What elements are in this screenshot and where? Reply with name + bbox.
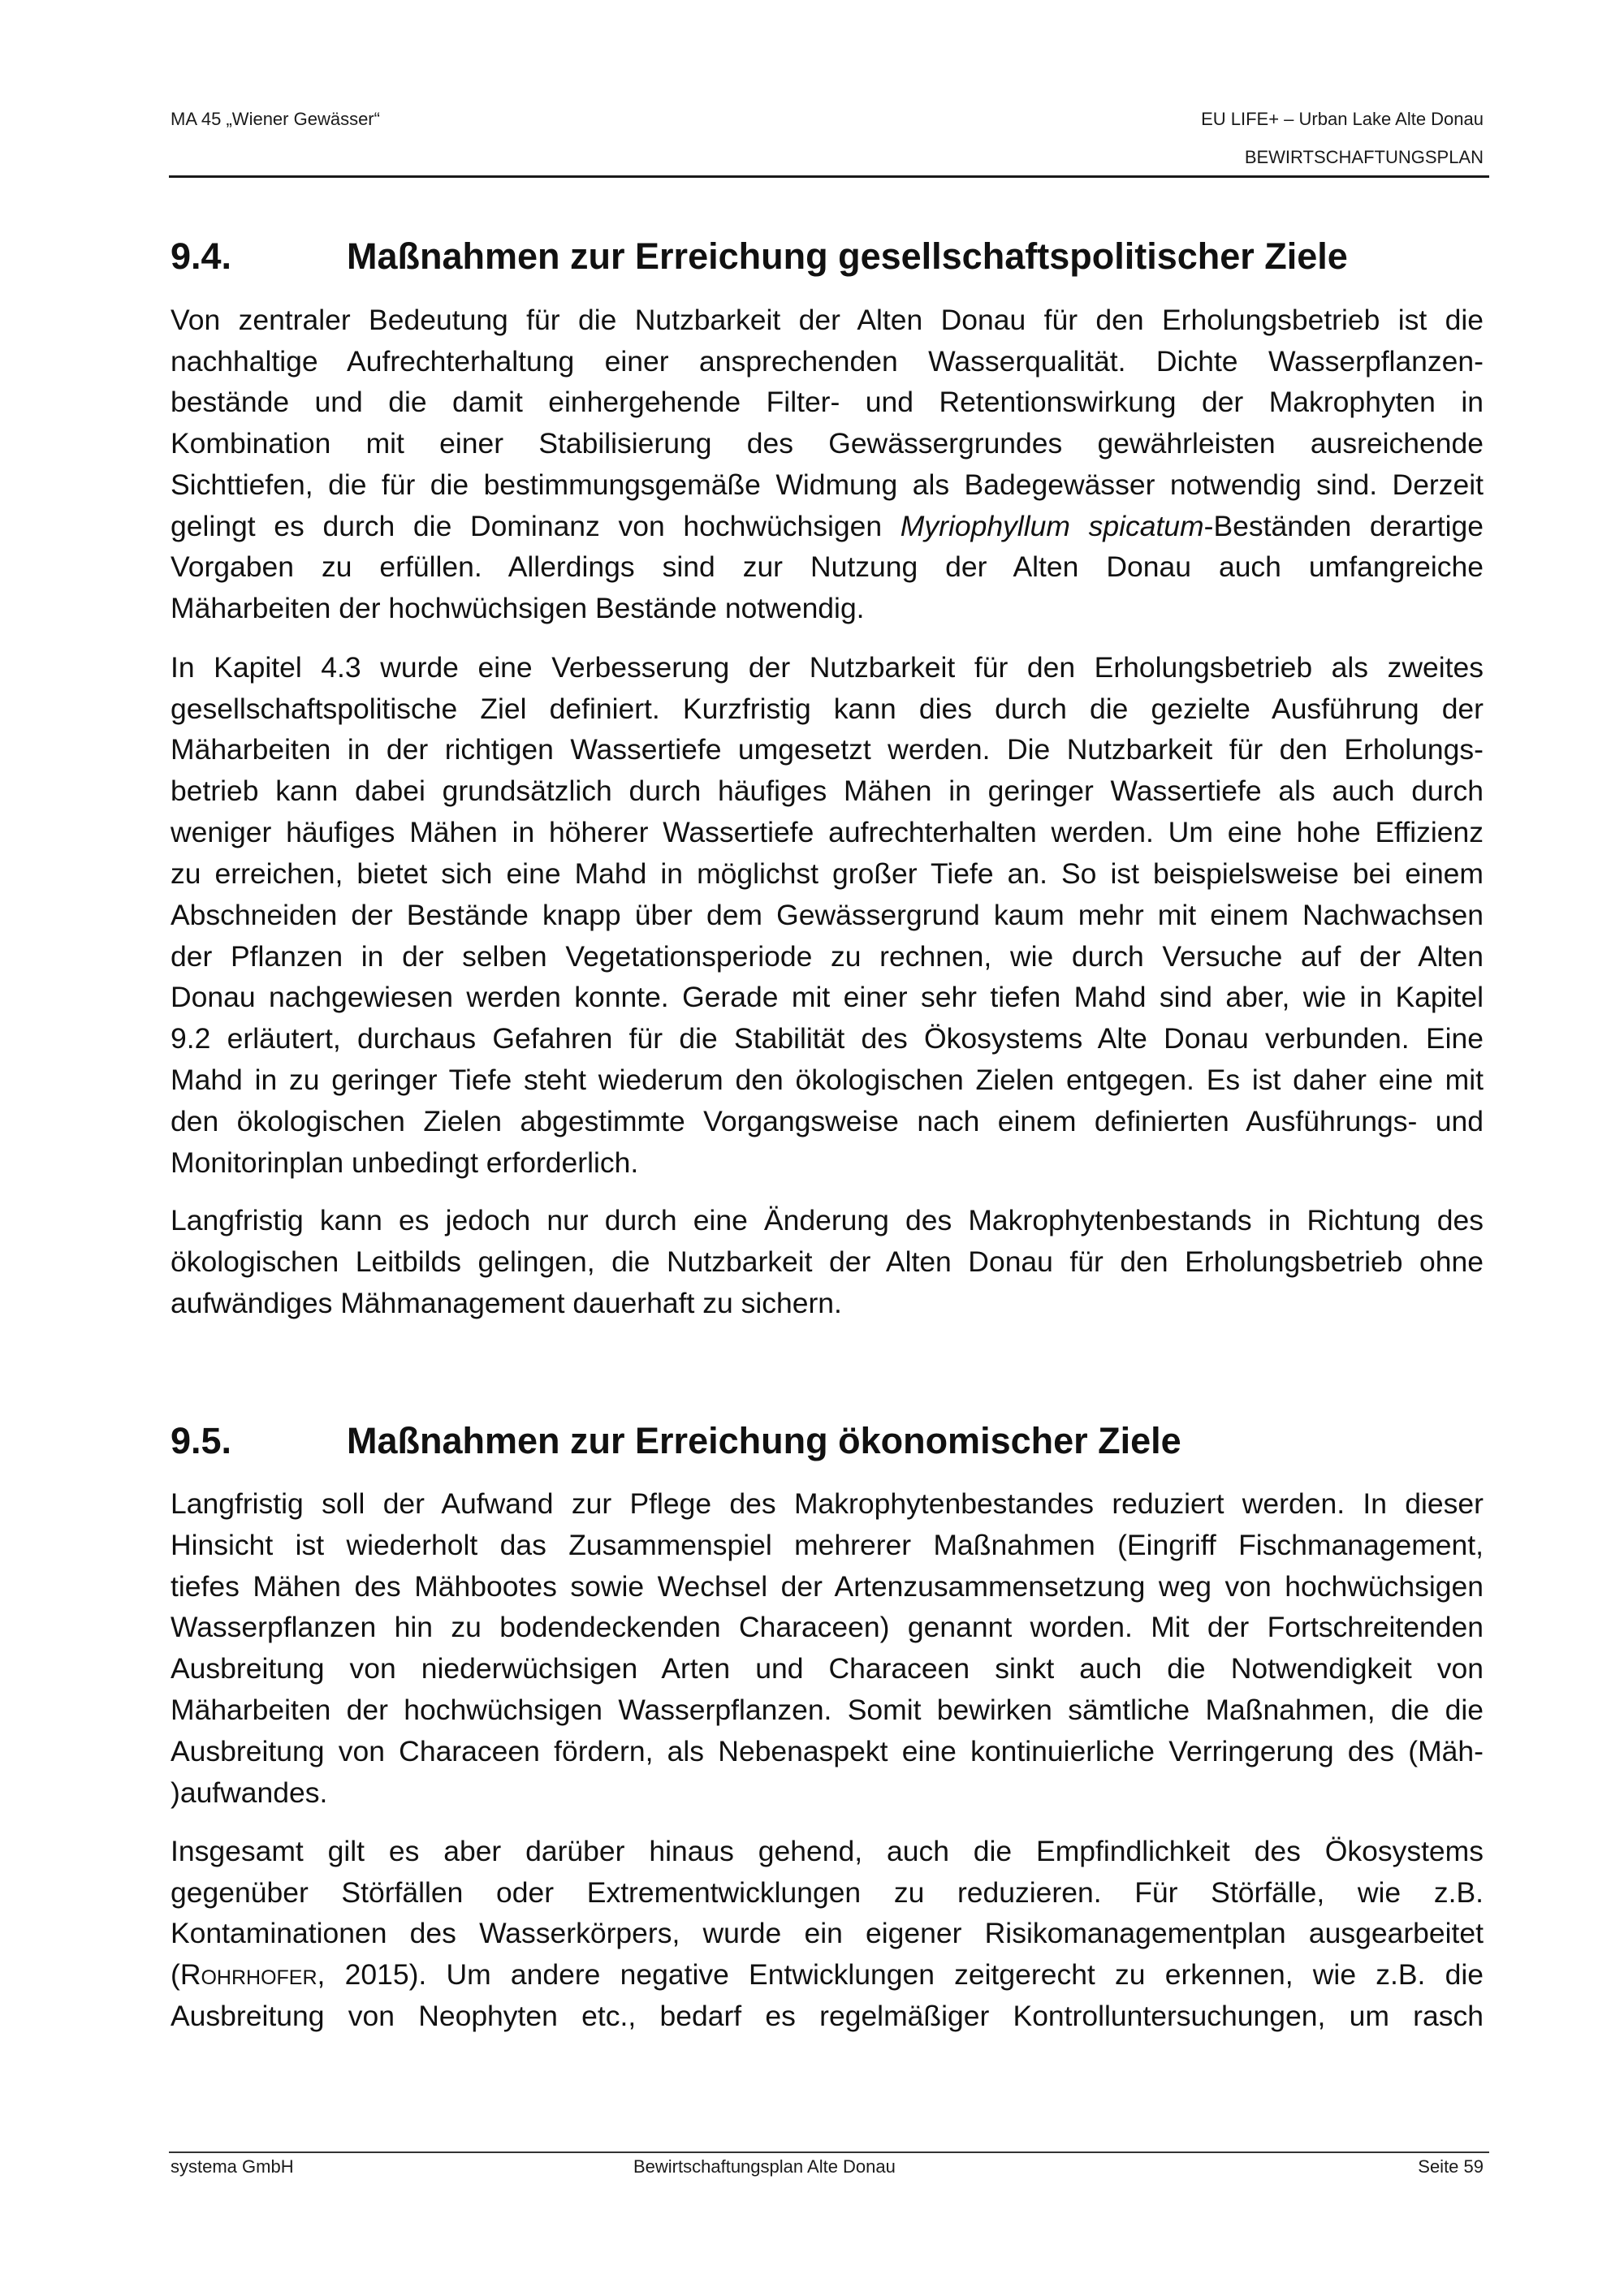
- header-project: EU LIFE+ – Urban Lake Alte Donau: [1201, 109, 1484, 129]
- text-line: 9.2 erläutert, durchaus Gefahren für die Stabilität des Ökosystems Alte Donau verbunden. Eine: [171, 1022, 1484, 1055]
- species-name: Myriophyllum spicatum: [900, 510, 1204, 542]
- section-title: Maßnahmen zur Erreichung gesellschaftspolitischer Ziele: [347, 235, 1348, 277]
- footer-document-title: Bewirtschaftungsplan Alte Donau: [633, 2156, 896, 2177]
- text-line: )aufwandes.: [171, 1776, 328, 1809]
- section-number: 9.4.: [171, 235, 232, 277]
- text-line: Ausbreitung von Neophyten etc., bedarf es regelmäßiger Kontrolluntersuchungen, um rasch: [171, 2000, 1484, 2032]
- text-line: Von zentraler Bedeutung für die Nutzbarkeit der Alten Donau für den Erholungsbetrieb ist die: [171, 304, 1484, 336]
- text-span: -Beständen derartige: [1203, 510, 1484, 542]
- text-line: Mäharbeiten der hochwüchsigen Wasserpflanzen. Somit bewirken sämtliche Maßnahmen, die die: [171, 1694, 1484, 1726]
- text-line: Ausbreitung von niederwüchsigen Arten und Characeen sinkt auch die Notwendigkeit von: [171, 1652, 1484, 1685]
- text-line: Langfristig kann es jedoch nur durch eine Änderung des Makrophytenbestands in Richtung des: [171, 1204, 1484, 1236]
- text-line: In Kapitel 4.3 wurde eine Verbesserung der Nutzbarkeit für den Erholungsbetrieb als zweites: [171, 651, 1484, 684]
- text-span: (: [171, 1958, 180, 1991]
- text-span: , 2015). Um andere negative Entwicklungen zeitgerecht zu erkennen, wie z.B. die: [317, 1958, 1484, 1991]
- text-line: Insgesamt gilt es aber darüber hinaus gehend, auch die Empfindlichkeit des Ökosystems: [171, 1835, 1484, 1867]
- text-line: Kombination mit einer Stabilisierung des Gewässergrundes gewährleisten ausreichende: [171, 427, 1484, 460]
- header-document-type: BEWIRTSCHAFTUNGSPLAN: [1244, 147, 1484, 167]
- section-heading-9-4: [171, 235, 1348, 277]
- text-line: Hinsicht ist wiederholt das Zusammenspiel mehrerer Maßnahmen (Eingriff Fischmanagement,: [171, 1529, 1484, 1561]
- text-line: Wasserpflanzen hin zu bodendeckenden Characeen) genannt worden. Mit der Fortschreitenden: [171, 1611, 1484, 1643]
- text-line: tiefes Mähen des Mähbootes sowie Wechsel der Artenzusammensetzung weg von hochwüchsigen: [171, 1570, 1484, 1603]
- footer-page-number: Seite 59: [1418, 2156, 1484, 2177]
- text-line: betrieb kann dabei grundsätzlich durch häufiges Mähen in geringer Wassertiefe als auch durch: [171, 775, 1484, 807]
- text-line: Vorgaben zu erfüllen. Allerdings sind zur Nutzung der Alten Donau auch umfangreiche: [171, 550, 1484, 583]
- text-line: nachhaltige Aufrechterhaltung einer ansprechenden Wasserqualität. Dichte Wasserpflanzen-: [171, 345, 1484, 378]
- text-line: Mahd in zu geringer Tiefe steht wiederum den ökologischen Zielen entgegen. Es ist daher eine mit: [171, 1064, 1484, 1096]
- footer-company: systema GmbH: [171, 2156, 294, 2177]
- text-line: gegenüber Störfällen oder Extrementwicklungen zu reduzieren. Für Störfälle, wie z.B.: [171, 1876, 1484, 1909]
- text-line: gesellschaftspolitische Ziel definiert. Kurzfristig kann dies durch die gezielte Ausführung der: [171, 693, 1484, 725]
- text-line: Mäharbeiten der hochwüchsigen Bestände notwendig.: [171, 592, 865, 624]
- text-line: Mäharbeiten in der richtigen Wassertiefe umgesetzt werden. Die Nutzbarkeit für den Erholungs-: [171, 733, 1484, 766]
- text-line: Abschneiden der Bestände knapp über dem Gewässergrund kaum mehr mit einem Nachwachsen: [171, 899, 1484, 931]
- text-line: weniger häufiges Mähen in höherer Wassertiefe aufrechterhalten werden. Um eine hohe Effizienz: [171, 816, 1484, 848]
- text-line: Langfristig soll der Aufwand zur Pflege des Makrophytenbestandes reduziert werden. In dieser: [171, 1487, 1484, 1520]
- section-number: 9.5.: [171, 1420, 232, 1461]
- text-line-with-citation: [171, 1960, 1484, 1989]
- header-rule: [169, 175, 1489, 178]
- citation-author: Rohrhofer: [179, 1958, 317, 1991]
- text-line: Ausbreitung von Characeen fördern, als Nebenaspekt eine kontinuierliche Verringerung des (Mäh-: [171, 1735, 1484, 1767]
- text-line: zu erreichen, bietet sich eine Mahd in möglichst großer Tiefe an. So ist beispielsweise bei einem: [171, 857, 1484, 890]
- text-span: gelingt es durch die Dominanz von hochwüchsigen: [171, 510, 901, 542]
- section-title: Maßnahmen zur Erreichung ökonomischer Ziele: [347, 1420, 1181, 1461]
- text-line: bestände und die damit einhergehende Filter- und Retentionswirkung der Makrophyten in: [171, 386, 1484, 418]
- text-line: Monitorinplan unbedingt erforderlich.: [171, 1146, 639, 1179]
- section-heading-9-5: [171, 1422, 1181, 1459]
- text-line: der Pflanzen in der selben Vegetationsperiode zu rechnen, wie durch Versuche auf der Alten: [171, 940, 1484, 973]
- text-line: ökologischen Leitbilds gelingen, die Nutzbarkeit der Alten Donau für den Erholungsbetrieb ohne: [171, 1245, 1484, 1278]
- text-line-with-species-name: [171, 511, 1484, 541]
- text-line: Kontaminationen des Wasserkörpers, wurde ein eigener Risikomanagementplan ausgearbeitet: [171, 1917, 1484, 1949]
- footer-rule: [169, 2151, 1489, 2153]
- text-line: Sichttiefen, die für die bestimmungsgemäße Widmung als Badegewässer notwendig sind. Derzeit: [171, 468, 1484, 501]
- header-organization: MA 45 „Wiener Gewässer“: [171, 109, 380, 129]
- text-line: aufwändiges Mähmanagement dauerhaft zu sichern.: [171, 1287, 842, 1319]
- text-line: den ökologischen Zielen abgestimmte Vorgangsweise nach einem definierten Ausführungs- und: [171, 1105, 1484, 1137]
- text-line: Donau nachgewiesen werden konnte. Gerade mit einer sehr tiefen Mahd sind aber, wie in Kapitel: [171, 981, 1484, 1013]
